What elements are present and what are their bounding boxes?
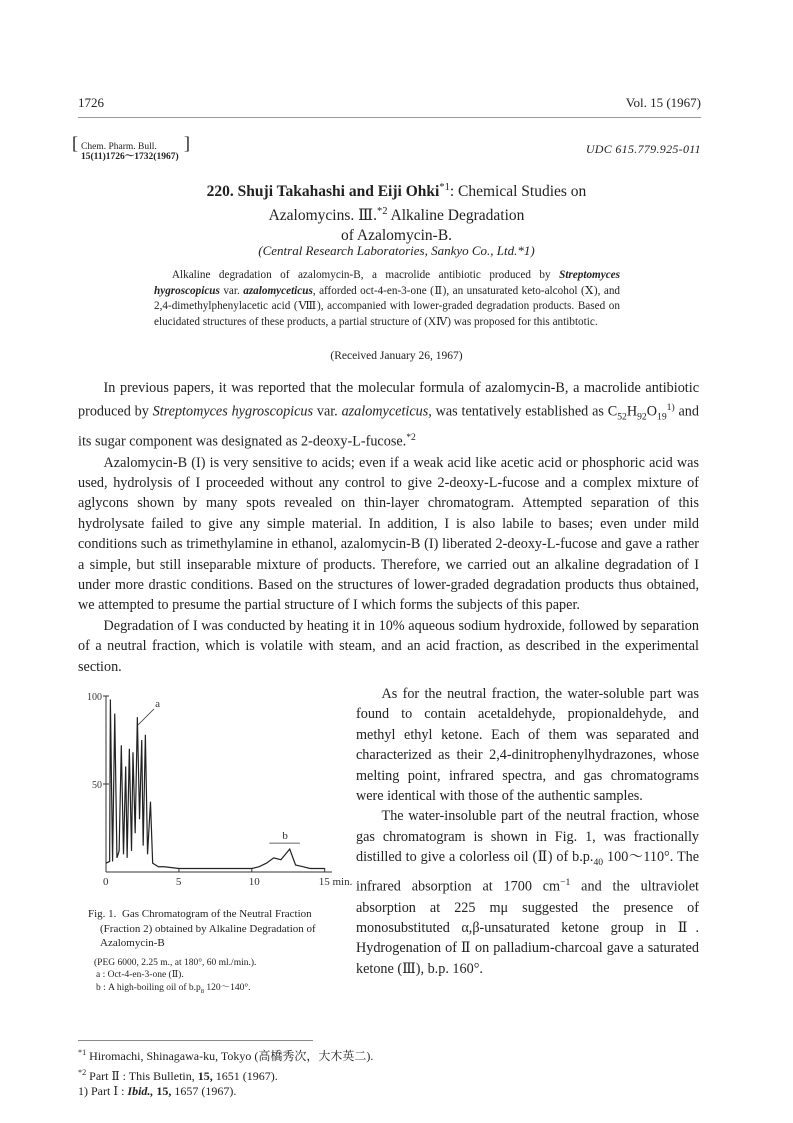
x-tick-label: 10: [248, 876, 260, 886]
footnote-3: [78, 1084, 373, 1100]
para-r2-text-c: and the ultraviolet absorption at 225 mμ suggested the presence of monosubstituted α,β-unsaturated ketone group in Ⅱ. Hydrogenation of Ⅱ on palladium-charcoal gave a saturated ketone (Ⅲ), b.p. 160°.: [356, 879, 699, 977]
bp-sub: 40: [593, 857, 604, 869]
footnote-2: [78, 1065, 373, 1085]
y-tick-label: 100: [87, 692, 102, 703]
page-number: 1726: [78, 95, 104, 110]
footnote-3-mark: 1): [78, 1084, 88, 1098]
abstract-part-2: , afforded oct-4-en-3-one (Ⅱ), an unsaturated keto-alcohol (Ⅹ), and 2,4-dimethylphenylacetic acid (Ⅷ), accompanied with lower-graded degradation products. Based on elucidated structures of these products, a partial structure of (XⅣ) was proposed for this antibtotic.: [154, 284, 621, 328]
author-footnote-mark: *1: [439, 182, 450, 193]
abstract-organism: Streptomyces hygroscopicus: [154, 269, 620, 297]
para1-text-b: was tentatively established as C: [435, 404, 618, 421]
footnote-2-volume: 15,: [197, 1068, 213, 1083]
caption-label: Fig. 1.: [88, 908, 117, 920]
body-paragraph-3: Degradation of I was conducted by heating it in 10% aqueous sodium hydroxide, followed by separation of a neutral fraction, which is volatile with steam, and an acid fraction, as described in the experimental section.: [78, 617, 699, 675]
article-title: [0, 178, 793, 246]
received-date: (Received January 26, 1967): [330, 350, 463, 362]
body-paragraph-1: [78, 378, 699, 453]
citation-line-1: Chem. Pharm. Bull.: [81, 142, 157, 152]
peak-b-label: b: [282, 830, 288, 843]
formula-o-sub: 19: [657, 411, 667, 423]
gas-chromatogram-chart: [82, 686, 352, 886]
footnote-3-text-a: Part Ⅰ :: [91, 1084, 125, 1098]
title-line-1: : Chemical Studies on: [449, 183, 587, 201]
para-r2-text-a: The water-insoluble part of the neutral fraction, whose gas chromatogram is shown in Fig. 1, was fractionally distilled to give a colorless oil (Ⅱ) of b.p.: [356, 808, 699, 866]
left-bracket-icon: [: [72, 133, 78, 153]
body-paragraph-2: Azalomycin-B (I) is very sensitive to acids; even if a weak acid like acetic acid or phosphoric acid was used, hydrolysis of I proceeded without any control to give 2-deoxy-L-fucose and a complex mixture of aglycons shown by many spots revealed on thin-layer chromatogram. Attempted separation of this hydrolysate failed to give any simple material. In addition, I is also labile to bases; even under mild conditions such as trimethylamine in ethanol, azalomycin-B (I) liberated 2-deoxy-L-fucose and gave a rather a simple, but still inseparable mixture of products. Therefore, we carried out an alkaline degradation of I under more drastic conditions. Based on the structures of lower-graded degradation products thus obtained, we attempted to presume the partial structure of I which forms the subjects of this paper.: [78, 454, 699, 614]
ref-1-mark: 1): [666, 402, 675, 414]
formula-c-sub: 52: [617, 411, 627, 423]
journal-volume: Vol. 15 (1967): [625, 95, 701, 110]
title-line-3: of Azalomycin-B.: [340, 227, 453, 245]
footnote-1-mark: *1: [78, 1048, 87, 1057]
right-column-text: [356, 684, 699, 979]
cm-exponent: −1: [560, 877, 571, 889]
footnote-1: [78, 1045, 373, 1065]
udc-code: UDC 615.779.925-011: [585, 142, 701, 156]
formula-h-sub: 92: [637, 411, 647, 423]
abstract: [154, 268, 620, 330]
affiliation: (Central Research Laboratories, Sankyo Co., Ltd.*1): [258, 243, 535, 258]
formula-h: H: [626, 404, 638, 421]
footnote-2-text-a: Part Ⅱ : This Bulletin,: [89, 1068, 195, 1083]
title-line-2b: Alkaline Degradation: [387, 207, 525, 225]
right-paragraph-1: As for the neutral fraction, the water-soluble part was found to contain acetaldehyde, propionaldehyde, and methyl ethyl ketone. Each of them was separated and characterized as their 2,4-dinitrophenylhydrazones, whose melting point, infrared spectra, and gas chromatograms were identical with those of the authentic samples.: [356, 686, 699, 805]
note-b-sub: 8: [200, 987, 204, 995]
body-text: [78, 378, 699, 677]
caption-text: Gas Chromatogram of the Neutral Fraction (Fraction 2) obtained by Alkaline Degradation of Azalomycin-B: [100, 908, 316, 949]
para1-varname: azalomyceticus,: [341, 404, 432, 421]
caption-notes: [88, 957, 350, 998]
footnote-rule: [78, 1040, 313, 1041]
footnotes: [78, 1045, 373, 1100]
para1-text-a: In previous papers, it was reported that the molecular formula of azalomycin-B, a macrolide antibiotic produced by: [78, 380, 699, 421]
title-number-authors: 220. Shuji Takahashi and Eiji Ohki: [206, 183, 440, 201]
para-r2-text-b: 100～110°. The infrared absorption at 1700 cm: [356, 849, 700, 896]
title-footnote-mark: *2: [376, 206, 388, 218]
formula-o: O: [646, 404, 657, 421]
peak-a-label: a: [155, 697, 160, 710]
note-a-text: Oct-4-en-3-one (Ⅱ).: [107, 970, 184, 980]
x-tick-label: 0: [103, 876, 109, 886]
right-bracket-icon: ]: [184, 133, 190, 153]
right-paragraph-2: [356, 806, 699, 979]
abstract-part-1: Alkaline degradation of azalomycin-B, a macrolide antibiotic produced by: [171, 269, 551, 281]
abstract-varname: azalomyceticus: [243, 284, 313, 297]
footnote-3-text-b: 1657 (1967).: [174, 1084, 237, 1098]
caption-conditions: (PEG 6000, 2.25 m., at 180°, 60 ml./min.).: [94, 957, 257, 968]
figure-caption: [88, 907, 350, 998]
ref-2-mark: *2: [406, 432, 416, 444]
para1-var: var.: [316, 404, 338, 421]
peak-a-leader: [138, 709, 154, 725]
para1-text-c: and its sugar component was designated as 2-deoxy-L-fucose.: [78, 404, 699, 451]
note-b-rest: 120～140°.: [204, 982, 251, 993]
y-tick-label: 50: [92, 780, 102, 791]
note-a-key: a :: [96, 970, 106, 980]
footnote-3-ibid: Ibid.,: [127, 1084, 154, 1098]
footnote-2-text-b: 1651 (1967).: [215, 1068, 278, 1083]
footnote-2-mark: *2: [78, 1067, 87, 1077]
footnote-3-volume: 15,: [156, 1084, 172, 1098]
title-line-2a: Azalomycins. Ⅲ.: [268, 207, 377, 225]
note-b-key: b :: [96, 982, 106, 993]
x-tick-label: 5: [175, 876, 182, 886]
abstract-var: var.: [223, 284, 240, 297]
note-b-text: A high-boiling oil of b.p: [108, 982, 201, 993]
footnote-1-text: Hiromachi, Shinagawa-ku, Tokyo (高橋秀次，大木英二).: [89, 1049, 374, 1063]
journal-citation: [72, 133, 190, 162]
header-rule: [78, 117, 701, 118]
para1-organism: Streptomyces hygroscopicus: [152, 404, 314, 421]
citation-line-2: 15(11)1726～1732(1967): [81, 152, 179, 162]
x-tick-label: 15 min.: [318, 876, 352, 886]
